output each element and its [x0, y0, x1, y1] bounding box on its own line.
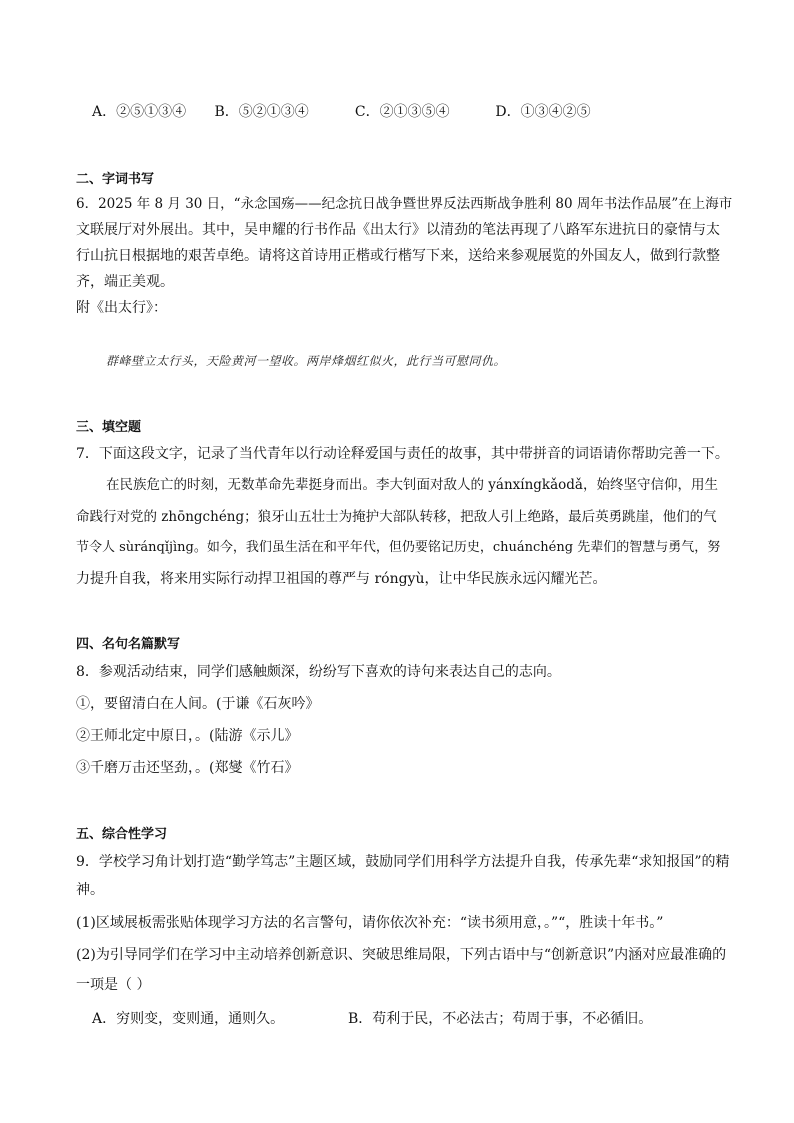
section3-heading: 三、填空题: [76, 420, 142, 435]
q7-paragraph-line: 节令人 sùránqǐjìng。如今，我们虽生活在和平年代，但仍要铭记历史，chuánchéng 先辈们的智慧与勇气，努: [76, 540, 721, 555]
q9-option-a: A．穷则变，变则通，通则久。: [92, 1011, 285, 1027]
section4-heading: 四、名句名篇默写: [76, 637, 181, 652]
q9-option-b: B．苟利于民，不必法古；苟周于事，不必循旧。: [348, 1011, 653, 1027]
q9-sub2: (2)为引导同学们在学习中主动培养创新意识、突破思维局限，下列古语中与“创新意识”内涵对应最准确的: [76, 947, 727, 963]
q5-option-b: B．⑤②①③④: [214, 104, 309, 120]
q9-sub1: (1)区域展板需张贴体现学习方法的名言警句，请你依次补充：“读书须用意，。”“，胜读十年书。”: [76, 915, 664, 931]
appendix-label: 附《出太行》：: [76, 300, 167, 316]
q7-paragraph-line: 力提升自我，将来用实际行动捍卫祖国的尊严与 róngyù，让中华民族永远闪耀光芒。: [76, 571, 607, 587]
q8-item-3: ③千磨万击还坚劲，。(郑燮《竹石》: [76, 760, 299, 776]
section5-heading: 五、综合性学习: [76, 827, 168, 842]
q9-line: 神。: [76, 882, 104, 898]
q7-paragraph-line: 在民族危亡的时刻，无数革命先辈挺身而出。李大钊面对敌人的 yánxíngkǎodǎ，始终坚守信仰，用生: [106, 477, 718, 493]
q5-option-c: C．②①③⑤④: [354, 104, 450, 120]
q8-line: 8．参观活动结束，同学们感触颇深，纷纷写下喜欢的诗句来表达自己的志向。: [76, 664, 561, 680]
q8-item-1: ①，要留清白在人间。(于谦《石灰吟》: [76, 696, 320, 712]
q6-line: 6．2025 年 8 月 30 日，“永念国殇——纪念抗日战争暨世界反法西斯战争胜利 80 周年书法作品展”在上海市: [76, 196, 733, 212]
q7-paragraph-line: 命践行对党的 zhōngchéng；狼牙山五壮士为掩护大部队转移，把敌人引上绝路，最后英勇跳崖，他们的气: [76, 509, 717, 525]
q9-sub2: 一项是（ ）: [76, 977, 151, 993]
q6-line: 文联展厅对外展出。其中，吴申耀的行书作品《出太行》以清劲的笔法再现了八路军东进抗日的豪情与太: [76, 222, 720, 238]
q5-options-row: [92, 102, 591, 122]
q8-item-2: ②王师北定中原日，。(陆游《示儿》: [76, 728, 299, 744]
q5-option-d: D．①③④②⑤: [495, 104, 591, 120]
q6-line: 齐，端正美观。: [76, 274, 174, 290]
q6-line: 行山抗日根据地的艰苦卓绝。请将这首诗用正楷或行楷写下来，送给来参观展览的外国友人，做到行款整: [76, 248, 720, 264]
poem-text: 群峰壁立太行头，天险黄河一望收。两岸烽烟红似火，此行当可慰同仇。: [106, 354, 507, 368]
section2-heading: 二、字词书写: [76, 172, 155, 187]
q9-line: 9．学校学习角计划打造“勤学笃志”主题区域，鼓励同学们用科学方法提升自我，传承先辈“求知报国”的精: [76, 854, 730, 870]
q7-line: 7．下面这段文字，记录了当代青年以行动诠释爱国与责任的故事，其中带拼音的词语请你帮助完善一下。: [76, 446, 729, 462]
q5-option-a: A．②⑤①③④: [92, 104, 187, 120]
